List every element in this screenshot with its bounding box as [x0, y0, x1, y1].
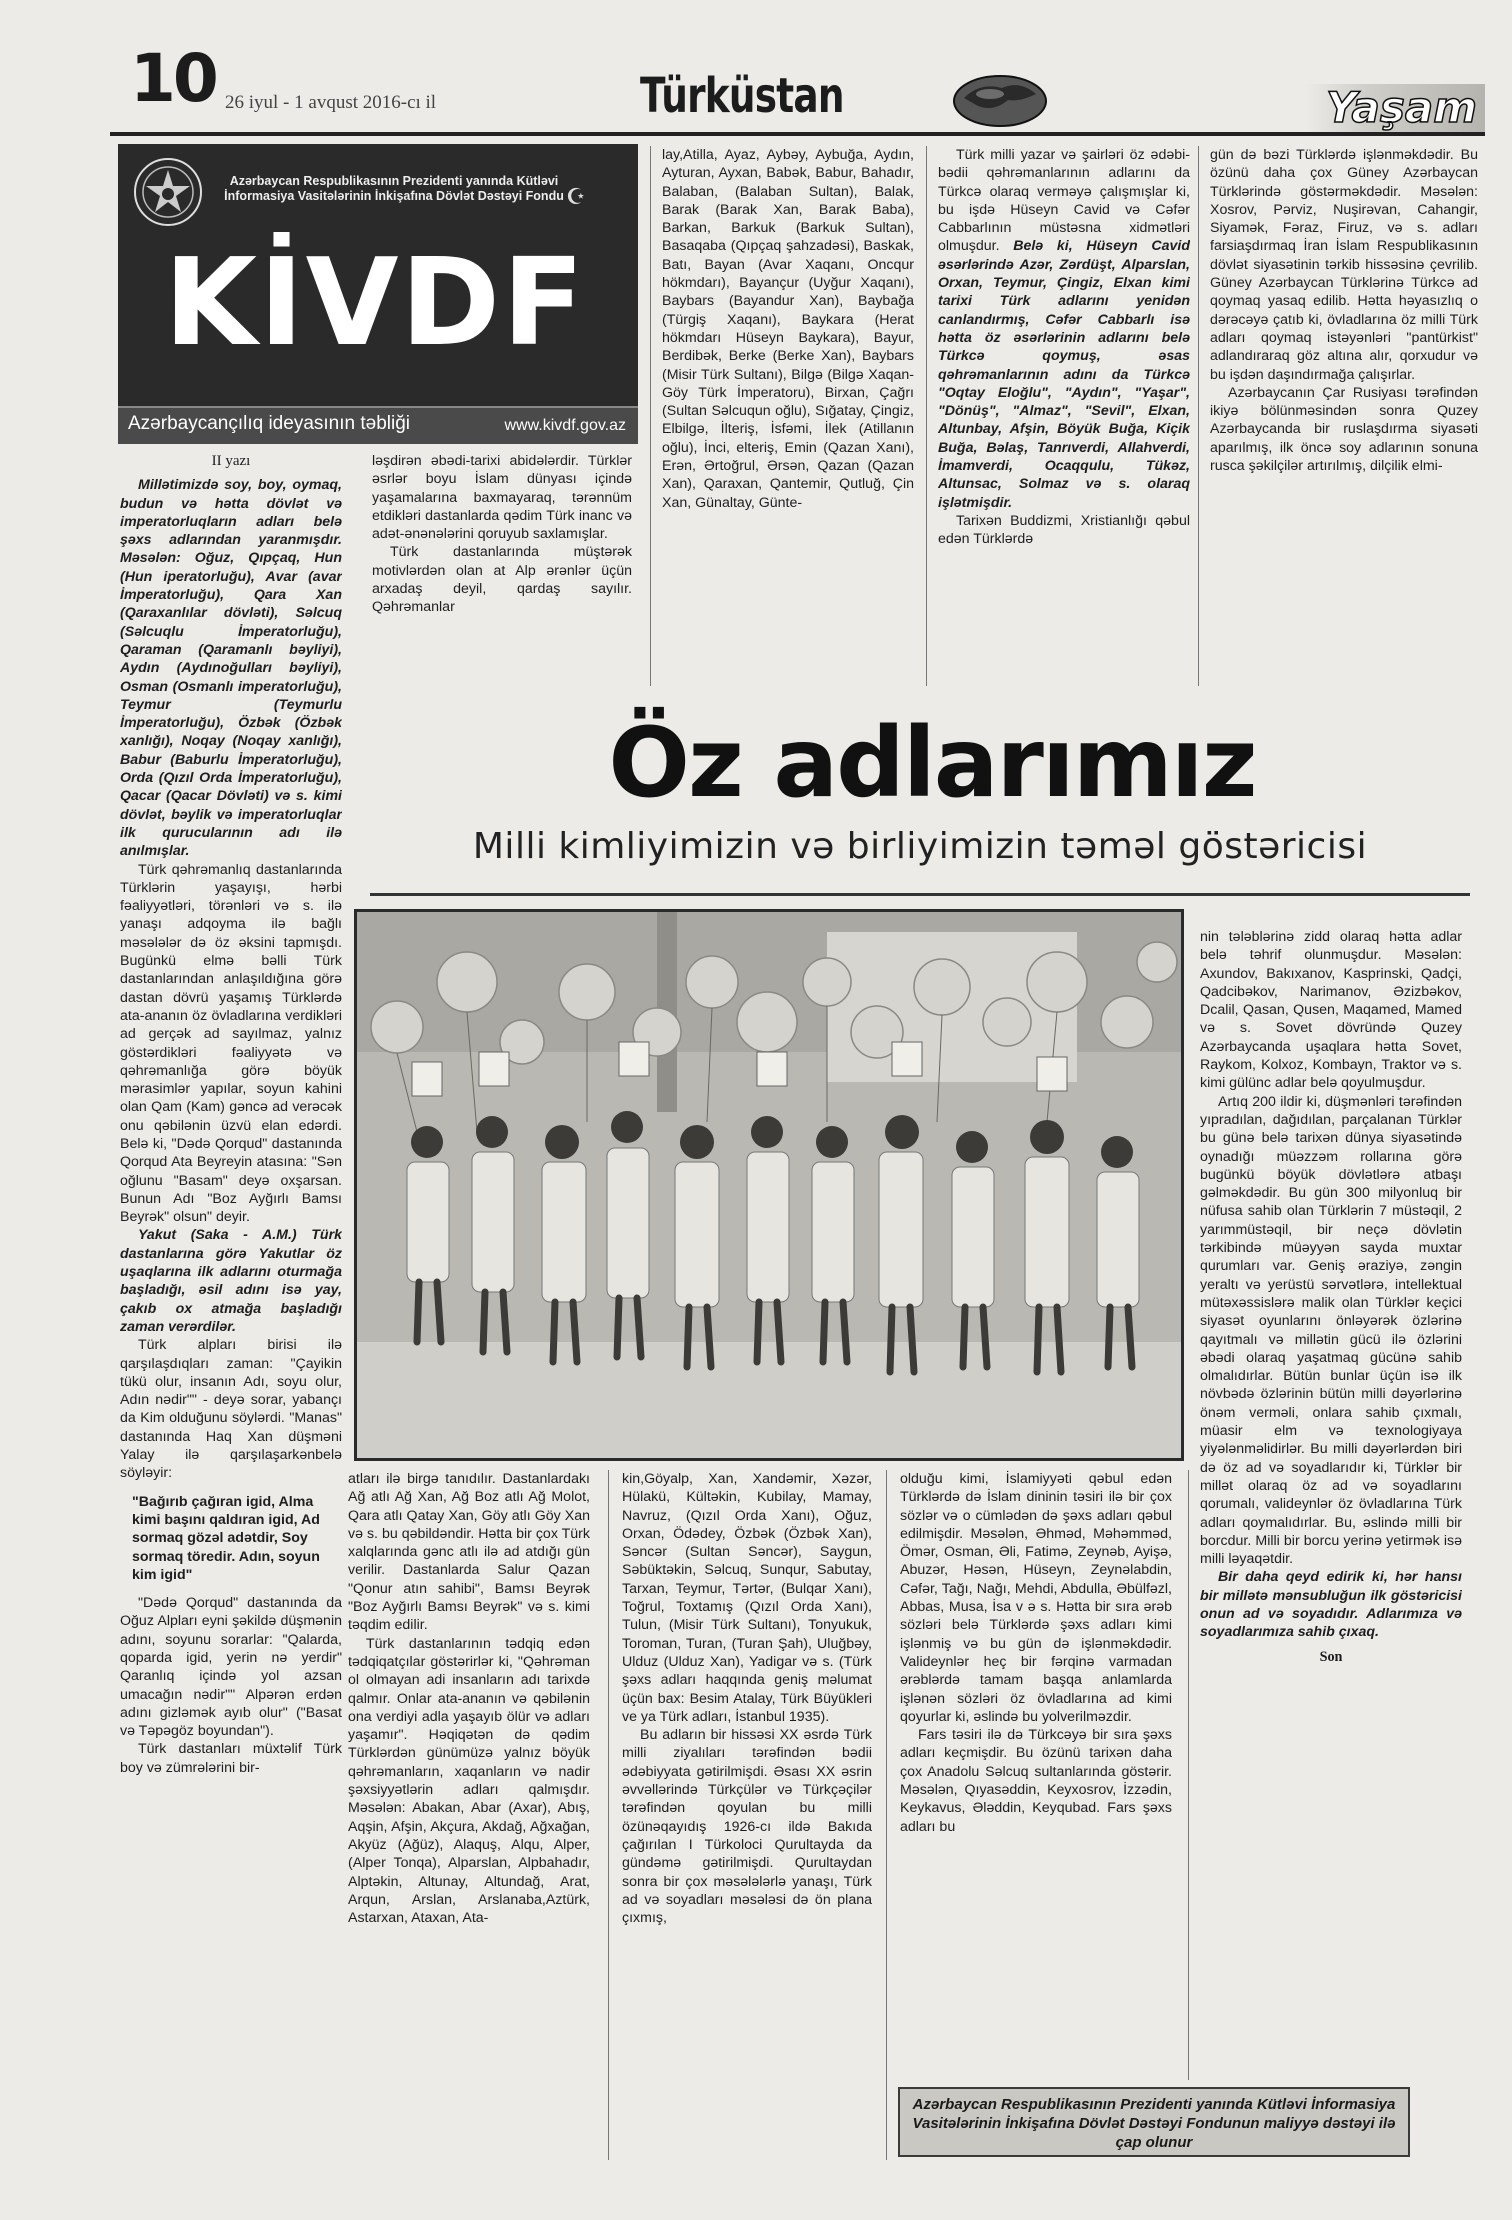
column-5-top — [1210, 146, 1478, 686]
paragraph-emphasis: Belə ki, Hüseyn Cavid əsərlərində Azər, Zərdüşt, Alparslan, Orxan, Teymur, Çingiz, Elxan kimi tarixi Türk adlarını yenidən canlandırmış, Cəfər Cabbarlı isə hətta öz əsərlərinin adlarını belə Türkcə qoymuş, əsas qəhrəmanlarının adını da Türkcə "Oqtay Eloğlu", "Aydın", "Yaşar", "Dönüş", "Almaz", "Sevil", Elxan, Altunbay, Afşin, Böyük Buğa, Kiçik Buğa, Bəlaş, Tanrıverdi, Allahverdi, İmamverdi, Ocaqqulu, Tükəz, Altunsac, Solmaz və s. olaraq işlətmişdir. — [938, 238, 1190, 511]
brand-title: Türküstan — [640, 68, 844, 124]
paragraph: Bir daha qeyd edirik ki, hər hansı bir millətə mənsubluğun ilk göstəricisi onun ad və soyadıdır. Adlarımıza və soyadlarımıza sahib çıxaq. — [1200, 1569, 1462, 1641]
article-headline: Öz adlarımız — [608, 707, 1256, 819]
column-1 — [120, 452, 342, 2132]
paragraph: Türk dastanlarının tədqiq edən tədqiqatçılar göstərirlər ki, "Qəhrəman ol olmayan adi insanların adı tarixdə qalmır. Onlar ata-ananın və qəbilənin ona verdiyi adla yaşayıb ölür və adları yaşamır". Həqiqətən də qədim Türklərdən günümüzə yalnız böyük qəhrəmanların, xaqanların və nadir şəxsiyyətlərin adları qalmışdır. Məsələn: Abakan, Abar (Axar), Abış, Aqşin, Afşin, Akçura, Akdağ, Ağxağan, Akyüz (Ağüz), Alaquş, Alqu, Alper, (Alper Tonqa), Alparslan, Alpbahadır, Alptəkin, Altunay, Altundağ, Arat, Arqun, Arslan, Arslanaba,Aztürk, Astarxan, Ataxan, Ata- — [348, 1635, 590, 1927]
paragraph: Türk dastanlarında müştərək motivlərdən olan at Alp ərənlər üçün arxadaş deyil, qardaş sayılır. Qəhrəmanlar — [372, 544, 632, 616]
paragraph: gün də bəzi Türklərdə işlənməkdədir. Bu özünü daha çox Güney Azərbaycan Türklərində göstərməkdədir. Məsələn: Xosrov, Pərviz, Nuşirəvan, Cahangir, Siyamək, Fəraz, Firuz, və s. adları farsiaşdırmaq İran İslam Respublikasının dövlət siyasətinin tərkib hissəsinə çevrilib. Güney Azərbaycan Türklərinə Türkcə ad qoymaq yasaq edilib. Hətta həyasızlıq o dərəcəyə çatıb ki, övladlarına öz milli Türk adları qoymaq istəyənləri "pantürkist" adlandıraraq göz altına alır, qorxudur və bu işdən daşındırmağa çalışırlar. — [1210, 147, 1478, 383]
paragraph: olduğu kimi, İslamiyyəti qəbul edən Türklərdə də İslam dininin təsiri ilə bir çox sözlər və o cümlədən də şəxs adları qəbul edilmişdir. Məsələn, Əhməd, Məhəmməd, Ömər, Osman, Əli, Fatimə, Zeynəb, Ayişə, Abuzər, Həsən, Hüseyn, Zeynəlabdin, Cəfər, Tağı, Nağı, Mehdi, Abdulla, Əbülfəzl, Abbas, Musa, İsa v ə s. Hətta bir sıra ərəb sözləri belə Türklərdə şəxs adları kimi işlənmiş və bu gün də işlənməkdədir. Valideynlər heç bir fərqinə varmadan ərəblərdə tamam başqa anlamlarda işlənən sözləri öz övladlarına ad kimi qoyurlar ki, əslində bu yolverilməzdir. — [900, 1471, 1172, 1725]
column-divider — [926, 146, 927, 686]
page-number: 10 — [130, 40, 216, 117]
paragraph: kin,Göyalp, Xan, Xandəmir, Xəzər, Hülakü, Kültəkin, Kubilay, Mamay, Navruz, (Qızıl Orda Xanı), Oğuz, Orxan, Ödədey, Özbək (Özbək Xan), Səncər (Sultan Səncər), Saygun, Səbüktəkin, Səlcuq, Sunqur, Sabutay, Tarxan, Teymur, Tərtər, (Bulqar Xanı), Toğrul, Toxtamış (Qızıl Orda Xanı), Tulun, (Misir Türk Sultanı), Tonyukuk, Toroman, Turan, (Turan Şah), Uluğbəy, Ulduz (Ulduz Xan), Yadigar və s. (Türk şəxs adları haqqında geniş məlumat üçün bax: Besim Atalay, Türk Büyükleri ve ya Türk adları, İstanbul 1935). — [622, 1471, 872, 1725]
kivdf-tagline: Azərbaycançılıq ideyasının təbliği — [128, 413, 410, 434]
paragraph: Bu adların bir hissəsi XX əsrdə Türk milli ziyalıları tərəfindən bədii ədəbiyyata gətirilmişdi. Əsası XX əsrin əvvəllərində Türkçülər və Türkçəçilər tərəfindən qoyulan bu milli özünəqayıdış 1926-cı ildə Bakıda çağırılan I Türkoloci Qurultayda da gündəmə gətirilmişdi. Qurultaydan sonra bir çox məsələlərlə yanaşı, Türk ad və soyadları məsələsi də ön plana çıxmış, — [622, 1727, 872, 1927]
masthead-rule — [110, 132, 1485, 136]
column-divider — [1198, 146, 1199, 686]
paragraph: Fars təsiri ilə də Türkcəyə bir sıra şəxs adları keçmişdir. Bu özünü tarixən daha çox Anadolu Səlcuq sultanlarında göstərir. Məsələn, Qıyasəddin, Keyxosrov, İzzədin, Keykavus, Ələddin, Keyqubad. Fars şəxs adları bu — [900, 1727, 1172, 1835]
article-subheadline: Milli kimliyimizin və birliyimizin təməl göstəricisi — [472, 826, 1368, 867]
paragraph: Yakut (Saka - A.M.) Türk dastanlarına görə Yakutlar öz uşaqlarına ilk adlarını oturmağa başladığı, əsil adını isə yay, çakıb ox atmağa başladığı zaman verərdilər. — [120, 1227, 342, 1335]
masthead — [110, 40, 1485, 140]
section-label — [1305, 84, 1485, 132]
paragraph: Türk alpları birisi ilə qarşılaşdıqları zaman: "Çayikin tükü olur, insanın Adı, soyu olur, Adın nədir"" - deyə sorar, yabançı da Kim olduğunu söylərdi. "Manas" dastanında Haq Xan düşməni Yalay ilə qarşılaşarkənbelə söyləyir: — [120, 1337, 342, 1482]
issue-date: 26 iyul - 1 avqust 2016-cı il — [225, 92, 437, 113]
paragraph-part: Türk milli yazar və şairləri öz ədəbi-bədii qəhrəmanlarının adlarını da Türkcə olaraq verməyə çalışmışlar ki, bu işdə Hüseyn Cavid və Cəfər Cabbarlının müstəsna xidmətləri olmuşdur. — [938, 147, 1190, 255]
column-3-top — [662, 146, 914, 678]
crescent-icon: ☪ — [566, 184, 586, 209]
paragraph: Millətimizdə soy, boy, oymaq, budun və hətta dövlət və imperatorluqların adları belə şəxs adlarından yaranmışdır. Məsələn: Oğuz, Qıpçaq, Hun (Hun iperatorluğu), Avar (avar İmperatorluğu), Qara Xan (Qaraxanlılar dövləti), Səlcuq (Səlcuqlu İmperatorluğu), Qaraman (Qaramanlı bəyliyi), Aydın (Aydınoğulları bəyliyi), Osman (Osmanlı imperatorluğu), Teymur (Teymurlu İmperatorluğu), Özbək (Özbək xanlığı), Noqay (Noqay xanlığı), Babur (Baburlu İmperatorluğu), Orda (Qızıl Orda İmperatorluğu), Qacar (Qacar Dövləti) və s. kimi dövlət, bəylik və imperatorluqlar ilk qurucularının adı ilə anılmışlar. — [120, 477, 342, 860]
subheadline-rule — [370, 893, 1470, 896]
paragraph: Türk dastanları müxtəlif Türk boy və zümrələrini bir- — [120, 1741, 342, 1776]
kivdf-url: www.kivdf.gov.az — [504, 417, 626, 434]
column-5-bottom — [1200, 928, 1462, 2068]
paragraph — [938, 146, 1190, 512]
verse-quote: "Bağırıb çağıran igid, Alma kimi başını qaldıran igid, Ad sormaq gözəl adətdir, Soy sormaq töredir. Adın, soyun kim igid" — [132, 1493, 320, 1583]
paragraph: Tarixən Buddizmi, Xristianlığı qəbul edən Türklərdə — [938, 512, 1190, 548]
column-3-bottom — [622, 1470, 872, 2160]
article-end: Son — [1319, 1648, 1343, 1665]
section-title: Yaşam — [1326, 83, 1477, 132]
column-4-bottom — [900, 1470, 1172, 2082]
kivdf-tagline-bar — [118, 406, 638, 444]
paragraph: nin tələblərinə zidd olaraq hətta adlar belə təhrif olunmuşdur. Məsələn: Axundov, Bakıxanov, Kasprinski, Qadçi, Qadcibəkov, Narimanov, Əzizbəkov, Dcalil, Qasan, Qusen, Maqamed, Mamed və s. Sovet dövründə Quzey Azərbaycanda uşaqlara hətta Sovet, Raykom, Kolxoz, Kombayn, Traktor və s. kimi gülünc adlar belə qoyulmuşdur. — [1200, 929, 1462, 1092]
paragraph: Artıq 200 ildir ki, düşmənləri tərəfindən yıpradılan, dağıdılan, parçalanan Türklər bu günə belə tarixən dünya siyasətində oynadığı müəzzəm rollarına görə bugünkü böyük dövlətlərə atbaşı gəlməkdədir. Bu gün 300 milyonluq bir nüfusa sahib olan Türklərin 7 müstəqil, 2 yarımmüstəqil, bir neçə dövlətin tərkibində müəyyən sayda muxtar qurumları var. Geniş əraziyə, zəngin yeraltı və yerüstü sərvətlərə, intellektual mütəxəssislərə malik olan Türklər keçici siyasət oyunlarını önləyərək özlərinə qayıtmalı və millətin gücü ilə özlərini əbədi olaraq yaşatmaq gücünə sahib olmalıdırlar. Bütün bunlar üçün isə ilk növbədə özlərinin bütün milli dəyərlərinə önəm verməli, onlara sahib çıxmalı, müasir elm və texnologiyaya yiyələnməlidirlər. Bu milli dəyərlərdən biri də öz ad və soyadlarıdır ki, Türklər bir millət olaraq öz ad və soyadlarını qorumalı, valideynlər öz övladlarına Türk adları qoymalıdırlar. Bu, əslində milli bir borcdur. Milli bir borcu yerinə yetirmək isə milli ləyaqətdir. — [1200, 1093, 1462, 1568]
column-divider — [608, 1470, 609, 2160]
column-4-top — [938, 146, 1190, 678]
kivdf-banner — [118, 144, 638, 444]
photo-illustration — [357, 912, 1181, 1458]
children-balloons-photo — [354, 909, 1184, 1461]
paragraph: lay,Atilla, Ayaz, Aybəy, Aybuğa, Aydın, Ayturan, Ayxan, Babək, Babur, Bahadır, Balaban, (Balaban Sultan), Balak, Barak (Barak Xan, Barak Baba), Barkan, Barkuk (Barkuk Sultan), Basaqaba (Qıpçaq şahzadəsi), Baskak, Batı, Bayan (Avar Xaqanı, Oncqur hökmdarı), Bayançur (Uyğur Xaqanı), Baybars (Bayandur Xan), Baybağa (Türgiş Xaqanı), Baykara (Herat hökmdarı Hüseyn Baykara), Bayur, Berdibək, Berke (Berke Xan), Baybars (Misir Türk Sultanı), Bilgə (Bilgə Xaqan-Göy Türk İmperatoru), Birxan, Çağrı (Sultan Səlcuqun oğlu), Sığatay, Çingiz, Elbilgə, İlteriş, İsfəmi, İlek (Atillanın oğlu), İnci, elteriş, Emin (Qazan Xanı), Erən, Ərtoğrul, Ərsən, Qazan (Qazan Xan), Qaraxan, Qantemir, Qutluğ, Çin Xan, Günaltay, Günte- — [662, 147, 914, 511]
paragraph: Azərbaycanın Çar Rusiyası tərəfindən ikiyə bölünməsindən sonra Quzey Azərbaycanda bir ruslaşdırma siyasəti aparılmış, ilk öncə soy adlarının sonuna rusca şəkilçilər artırılmış, dilçilik elmi- — [1210, 384, 1478, 475]
globe-icon — [950, 72, 1050, 130]
column-divider — [1188, 1470, 1189, 2080]
column-divider — [650, 146, 651, 686]
paragraph: atları ilə birgə tanıdılır. Dastanlardakı Ağ atlı Ağ Xan, Ağ Boz atlı Ağ Molot, Qara atlı Qatay Xan, Göy atlı Göy Xan və s. bu qəbildəndir. Hətta bir çox Türk xalqlarında gənc atlı ilə ad atdığı gün verilir. Dastanlarda Salur Qazan "Qonur atın sahibi", Bamsı Beyrək "Boz Ayğırlı Bamsı Beyrək" və s. kimi təqdim edilir. — [348, 1471, 590, 1634]
paragraph: "Dədə Qorqud" dastanında da Oğuz Alpları eyni şəkildə düşmənin adını, soyunu sorarlar: "Qalarda, qoparda igid, yerin nə yerdir" Qaranlıq içində yol azsan umacağın nədir"" Alpərən erdən adını gizləmək ayıb olur" ("Basat və Təpəgöz boyundan"). — [120, 1595, 342, 1740]
column-2-top — [372, 452, 632, 677]
column-divider — [886, 1470, 887, 2160]
column-2-bottom — [348, 1470, 590, 2160]
kivdf-logo-text: KİVDF — [164, 234, 587, 373]
article-part: II yazı — [211, 453, 251, 469]
paragraph: ləşdirən əbədi-tarixi abidələrdir. Türklər əsrlər boyu İslam dünyası içində yaşamalarına baxmayaraq, tərənnüm etdikləri dastanlarda qədim Türk inanc və adət-ənənələrini qoruyub saxlamışlar. — [372, 453, 632, 543]
paragraph: Türk qəhrəmanlıq dastanlarında Türklərin yaşayışı, hərbi fəaliyyətləri, törənləri və s. ilə yanaşı adqoyma ilə bağlı məsələlər də öz əksini tapmışdı. Bugünkü elmə bəlli Türk dastanlarından anlaşıldığına görə dastan dövrü yaşamış Türklərdə ata-ananın öz övladlarına verdikləri ad gerçək ad sayılmaz, yalnız göstərdikləri fəaliyyətə və qəhrəmanlığa görə böyük mərasimlər yapılar, soyun kahini olan Qam (Kam) gəncə ad verəcək onu qəbilənin üzvü elan edərdi. Belə ki, "Dədə Qorqud" dastanında Qorqud Ata Beyreyin atasına: "Sən oğlunu "Basam" deyə oxşarsan. Bunun Adı "Boz Ayğırlı Bamsı Beyrək" olsun" deyir. — [120, 861, 342, 1226]
state-emblem-icon — [132, 156, 204, 228]
kivdf-organization: Azərbaycan Respublikasının Prezidenti yanında Kütləvi İnformasiya Vasitələrinin İnkişafına Dövlət Dəstəyi Fondu — [224, 174, 564, 203]
funding-note: Azərbaycan Respublikasının Prezidenti yanında Kütləvi İnformasiya Vasitələrinin İnkişafına Dövlət Dəstəyi Fondunun maliyyə dəstəyi ilə çap olunur — [898, 2087, 1410, 2157]
